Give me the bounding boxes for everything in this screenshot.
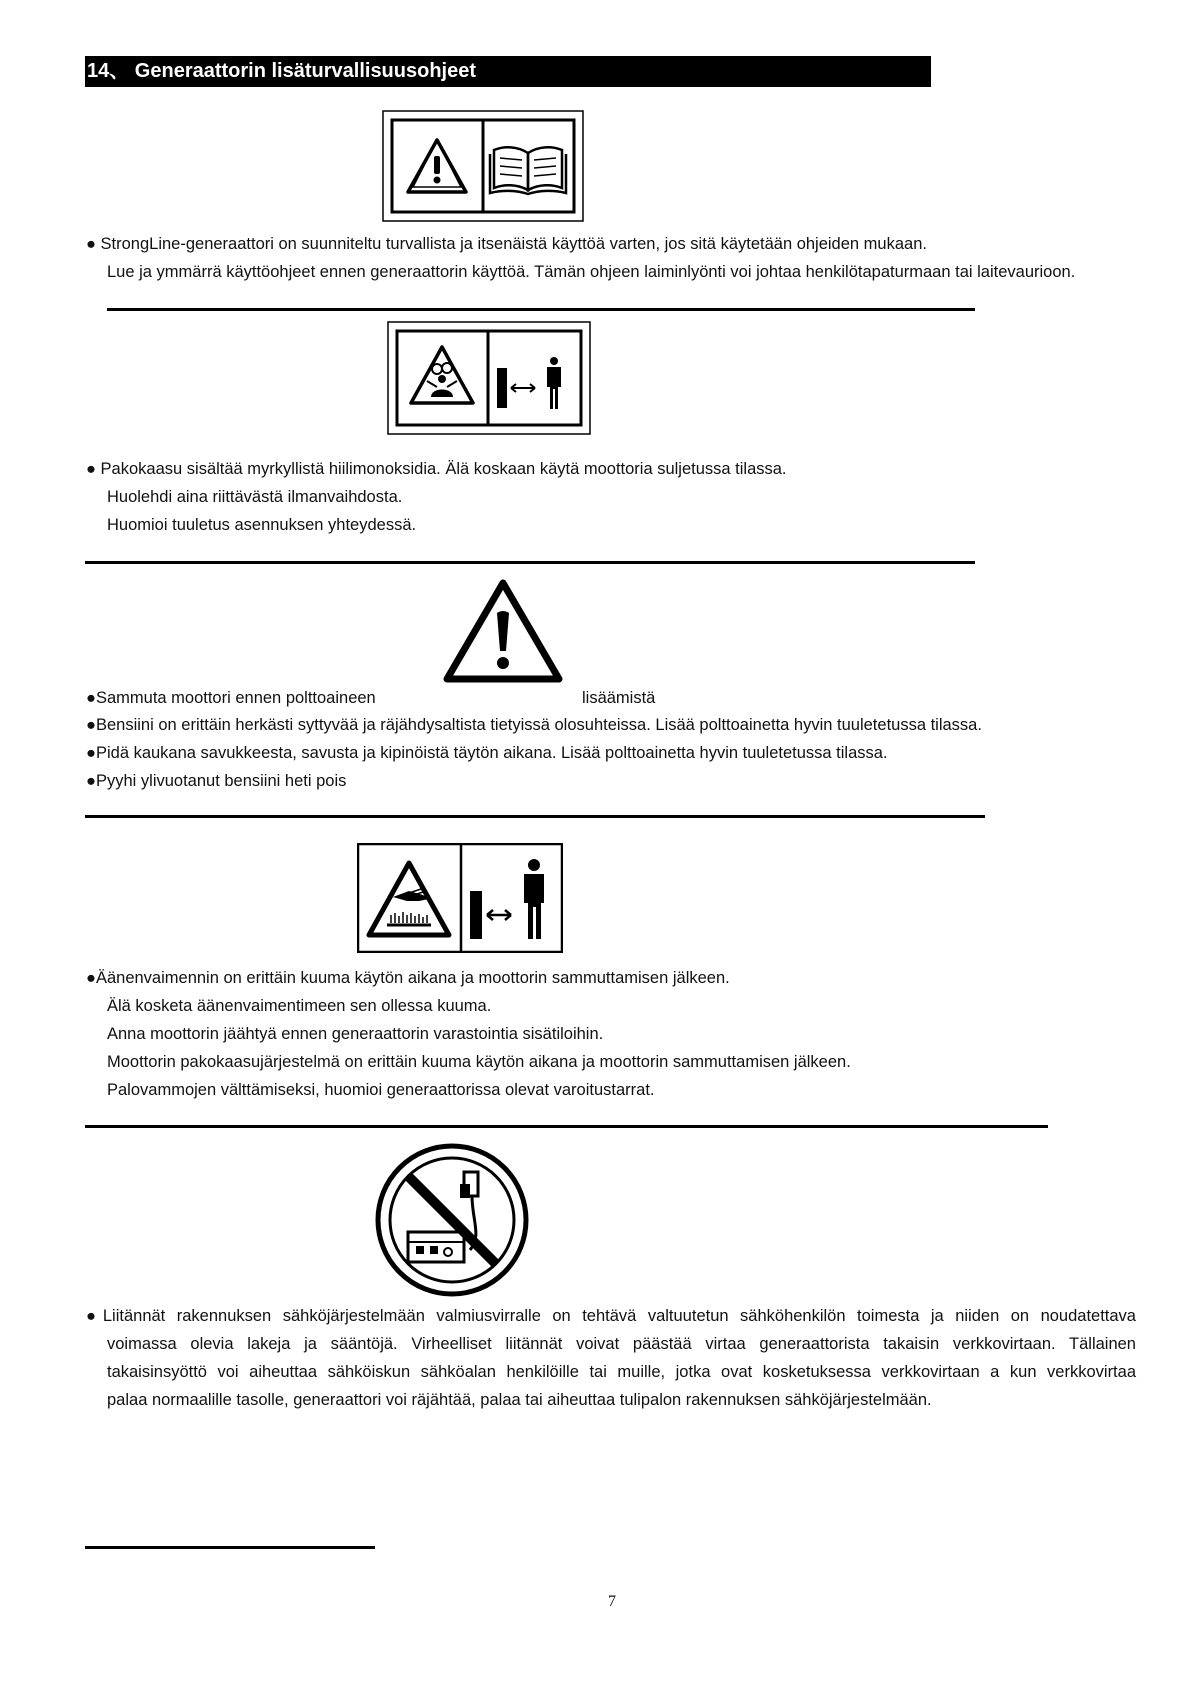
divider — [85, 561, 975, 564]
block4-line1: ●Äänenvaimennin on erittäin kuuma käytön aikana ja moottorin sammuttamisen jälkeen. — [86, 969, 730, 987]
divider — [107, 308, 975, 311]
block2-line3: Huomioi tuuletus asennuksen yhteydessä. — [107, 516, 417, 534]
block1-line1: ● StrongLine-generaattori on suunniteltu turvallista ja itsenäistä käyttöä varten, jos sitä käytetään ohjeiden mukaan. — [86, 235, 927, 253]
block5-line3: takaisinsyöttö voi aiheuttaa sähköiskun sähköalan henkilöille tai muille, jotka ovat kosketuksessa verkkovirtaan a kun verkkovirtaa — [107, 1363, 1136, 1381]
block5-line2: voimassa olevia lakeja ja sääntöjä. Virheelliset liitännät voivat päästää virtaa generaattorista takaisin verkkovirtaan. Tällainen — [107, 1335, 1136, 1353]
block4-line4: Moottorin pakokaasujärjestelmä on erittäin kuuma käytön aikana ja moottorin sammuttamisen jälkeen. — [107, 1053, 851, 1071]
hot-surface-symbol — [357, 843, 563, 953]
page-number: 7 — [608, 1593, 616, 1610]
footnote-rule — [85, 1546, 375, 1549]
toxic-fumes-symbol — [387, 321, 591, 435]
fuel-warning-symbol — [441, 577, 565, 685]
block5-line1: ●Liitännät rakennuksen sähköjärjestelmään valmiusvirralle on tehtävä valtuutetun sähköhenkilön toimesta ja niiden on noudatettava — [86, 1307, 1136, 1325]
section-title: 14、 Generaattorin lisäturvallisuusohjeet — [85, 56, 931, 87]
block3-line2: ●Bensiini on erittäin herkästi syttyvää ja räjähdysaltista tietyissä olosuhteissa. Lisää polttoainetta hyvin tuuletetussa tilassa. — [86, 716, 982, 734]
block5-line4: palaa normaalille tasolle, generaattori voi räjähtää, palaa tai aiheuttaa tulipalon rakennuksen sähköjärjestelmään. — [107, 1391, 932, 1409]
no-connection-prohibition-icon — [378, 1146, 526, 1294]
block2-line1: ● Pakokaasu sisältää myrkyllistä hiilimonoksidia. Älä koskaan käytä moottoria suljetussa tilassa. — [86, 460, 787, 478]
block3-line1-left: ●Sammuta moottori ennen polttoaineen — [86, 689, 376, 707]
block3-line3: ●Pidä kaukana savukkeesta, savusta ja kipinöistä täytön aikana. Lisää polttoainetta hyvin tuuletetussa tilassa. — [86, 744, 888, 762]
divider — [85, 1125, 1048, 1128]
block3-line1-right: lisäämistä — [582, 689, 656, 707]
block2-line2: Huolehdi aina riittävästä ilmanvaihdosta. — [107, 488, 403, 506]
divider — [85, 815, 985, 818]
block5-paragraph — [86, 1302, 1136, 1414]
block4-line3: Anna moottorin jäähtyä ennen generaattorin varastointia sisätiloihin. — [107, 1025, 604, 1043]
block4-line5: Palovammojen välttämiseksi, huomioi generaattorissa olevat varoitustarrat. — [107, 1081, 655, 1099]
no-backfeed-symbol — [372, 1140, 532, 1300]
read-manual-symbol — [382, 110, 584, 222]
block3-line4: ●Pyyhi ylivuotanut bensiini heti pois — [86, 772, 347, 790]
block4-line2: Älä kosketa äänenvaimentimeen sen ollessa kuuma. — [107, 997, 492, 1015]
block1-line2: Lue ja ymmärrä käyttöohjeet ennen generaattorin käyttöä. Tämän ohjeen laiminlyönti voi johtaa henkilötapaturmaan tai laitevaurioon. — [107, 263, 1076, 281]
warning-triangle-icon — [447, 583, 559, 679]
